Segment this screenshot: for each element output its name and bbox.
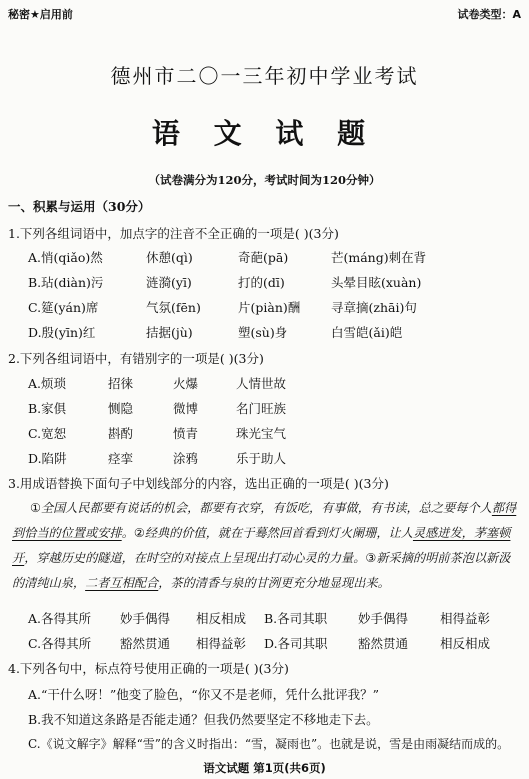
q4-option-c: C.《说文解字》解释“雪”的含义时指出：“雪，凝雨也”。也就是说，雪是由雨凝结而成的。 <box>28 737 510 751</box>
q1-b-3: 打的(dī) <box>238 275 285 290</box>
q4-option-b: B.我不知道这条路是否能走通？但我仍然要坚定不移地走下去。 <box>28 712 379 727</box>
q3-opt-c-1: C.各得其所 <box>28 636 92 651</box>
q3-passage-4: ，茶的清香与泉的甘洌更充分地显现出来。 <box>158 576 390 590</box>
q3-opt-d-2: 豁然贯通 <box>358 636 409 651</box>
q3-passage-1: ①全国人民都要有说话的机会，都要有衣穿，有饭吃，有事做，有书读，总之要每个人 <box>30 501 492 515</box>
q2-d-4: 乐于助人 <box>236 451 287 466</box>
q3-underline-3: 二者互相配合 <box>85 576 159 590</box>
q3-opt-b-3: 相得益彰 <box>440 611 491 626</box>
q1-a-2: 休憩(qì) <box>146 250 193 265</box>
q1-a-1: A.悄(qiǎo)然 <box>28 250 103 265</box>
exam-note: （试卷满分为120分，考试时间为120分钟） <box>148 173 381 187</box>
q1-b-4: 头晕目眩(xuàn) <box>331 275 422 290</box>
q2-d-3: 涂鸦 <box>173 451 199 466</box>
q1-a-3: 奇葩(pā) <box>238 250 289 265</box>
q1-c-1: C.筵(yán)席 <box>28 300 99 315</box>
q2-b-1: B.家俱 <box>28 401 67 416</box>
q1-d-1: D.殷(yīn)红 <box>28 325 96 340</box>
q1-b-1: B.玷(diàn)污 <box>28 275 104 290</box>
q4-option-a: A.“干什么呀！”他变了脸色，“你又不是老师，凭什么批评我？” <box>28 687 380 702</box>
q2-a-3: 火爆 <box>173 376 199 391</box>
q3-opt-c-3: 相得益彰 <box>196 636 247 651</box>
q1-d-4: 白雪皑(ǎi)皑 <box>331 325 403 340</box>
paper-type-label: 试卷类型：A <box>457 8 521 21</box>
q2-c-3: 愤青 <box>173 426 199 441</box>
q2-c-4: 珠光宝气 <box>236 426 287 441</box>
exam-title: 德州市二〇一三年初中学业考试 <box>110 64 419 88</box>
q2-stem: 2.下列各组词语中，有错别字的一项是( )(3分) <box>8 351 264 366</box>
q3-opt-c-2: 豁然贯通 <box>120 636 171 651</box>
q3-opt-b-1: B.各司其职 <box>264 611 328 626</box>
q2-d-2: 痉挛 <box>108 451 134 466</box>
q3-passage-3: ，穿越历史的隧道，在时空的对接点上呈现出打动心灵的力量。③新采摘的明前茶泡以新汲的清纯山泉， <box>12 551 511 590</box>
q3-opt-a-1: A.各得其所 <box>28 611 92 626</box>
q3-passage-2: 。②经典的价值，就在于蓦然回首看到灯火阑珊，让人 <box>121 526 413 540</box>
q1-d-3: 塑(sù)身 <box>238 325 288 340</box>
q3-opt-b-2: 妙手偶得 <box>358 611 409 626</box>
q2-b-3: 微博 <box>173 401 199 416</box>
q1-c-4: 寻章摘(zhāi)句 <box>331 300 417 315</box>
q1-a-4: 芒(máng)刺在背 <box>331 250 427 265</box>
q3-opt-d-1: D.各司其职 <box>264 636 328 651</box>
q2-a-4: 人情世故 <box>236 376 287 391</box>
q1-c-3: 片(piàn)酬 <box>238 300 301 315</box>
page-footer: 语文试题 第1页(共6页) <box>203 761 326 775</box>
q2-c-2: 斟酌 <box>108 426 134 441</box>
q3-underline-2: 灵感迸发，茅塞顿开 <box>12 526 511 565</box>
q1-c-2: 气氛(fēn) <box>146 300 201 315</box>
q3-opt-a-3: 相反相成 <box>196 611 247 626</box>
q2-b-4: 名门旺族 <box>236 401 287 416</box>
q2-a-2: 招徕 <box>108 376 134 391</box>
q3-opt-a-2: 妙手偶得 <box>120 611 171 626</box>
q3-underline-1: 都得到恰当的位置或安排 <box>12 501 517 540</box>
q2-a-1: A.烦琐 <box>28 376 67 391</box>
q1-b-2: 涟漪(yī) <box>146 275 192 290</box>
q2-b-2: 恻隐 <box>108 401 134 416</box>
confidential-label: 秘密★启用前 <box>8 8 73 21</box>
q4-stem: 4.下列各句中，标点符号使用正确的一项是( )(3分) <box>8 661 289 676</box>
section-title: 一、积累与运用（30分） <box>8 199 151 214</box>
q3-opt-d-3: 相反相成 <box>440 636 491 651</box>
q3-stem: 3.用成语替换下面句子中划线部分的内容，选出正确的一项是( )(3分) <box>8 476 389 491</box>
subject-title: 语 文 试 题 <box>151 117 378 150</box>
q1-d-2: 拮据(jù) <box>146 325 193 340</box>
q1-stem: 1.下列各组词语中，加点字的注音不全正确的一项是( )(3分) <box>8 226 339 241</box>
q2-c-1: C.宽恕 <box>28 426 67 441</box>
q3-passage <box>12 496 520 596</box>
q2-d-1: D.陷阱 <box>28 451 67 466</box>
